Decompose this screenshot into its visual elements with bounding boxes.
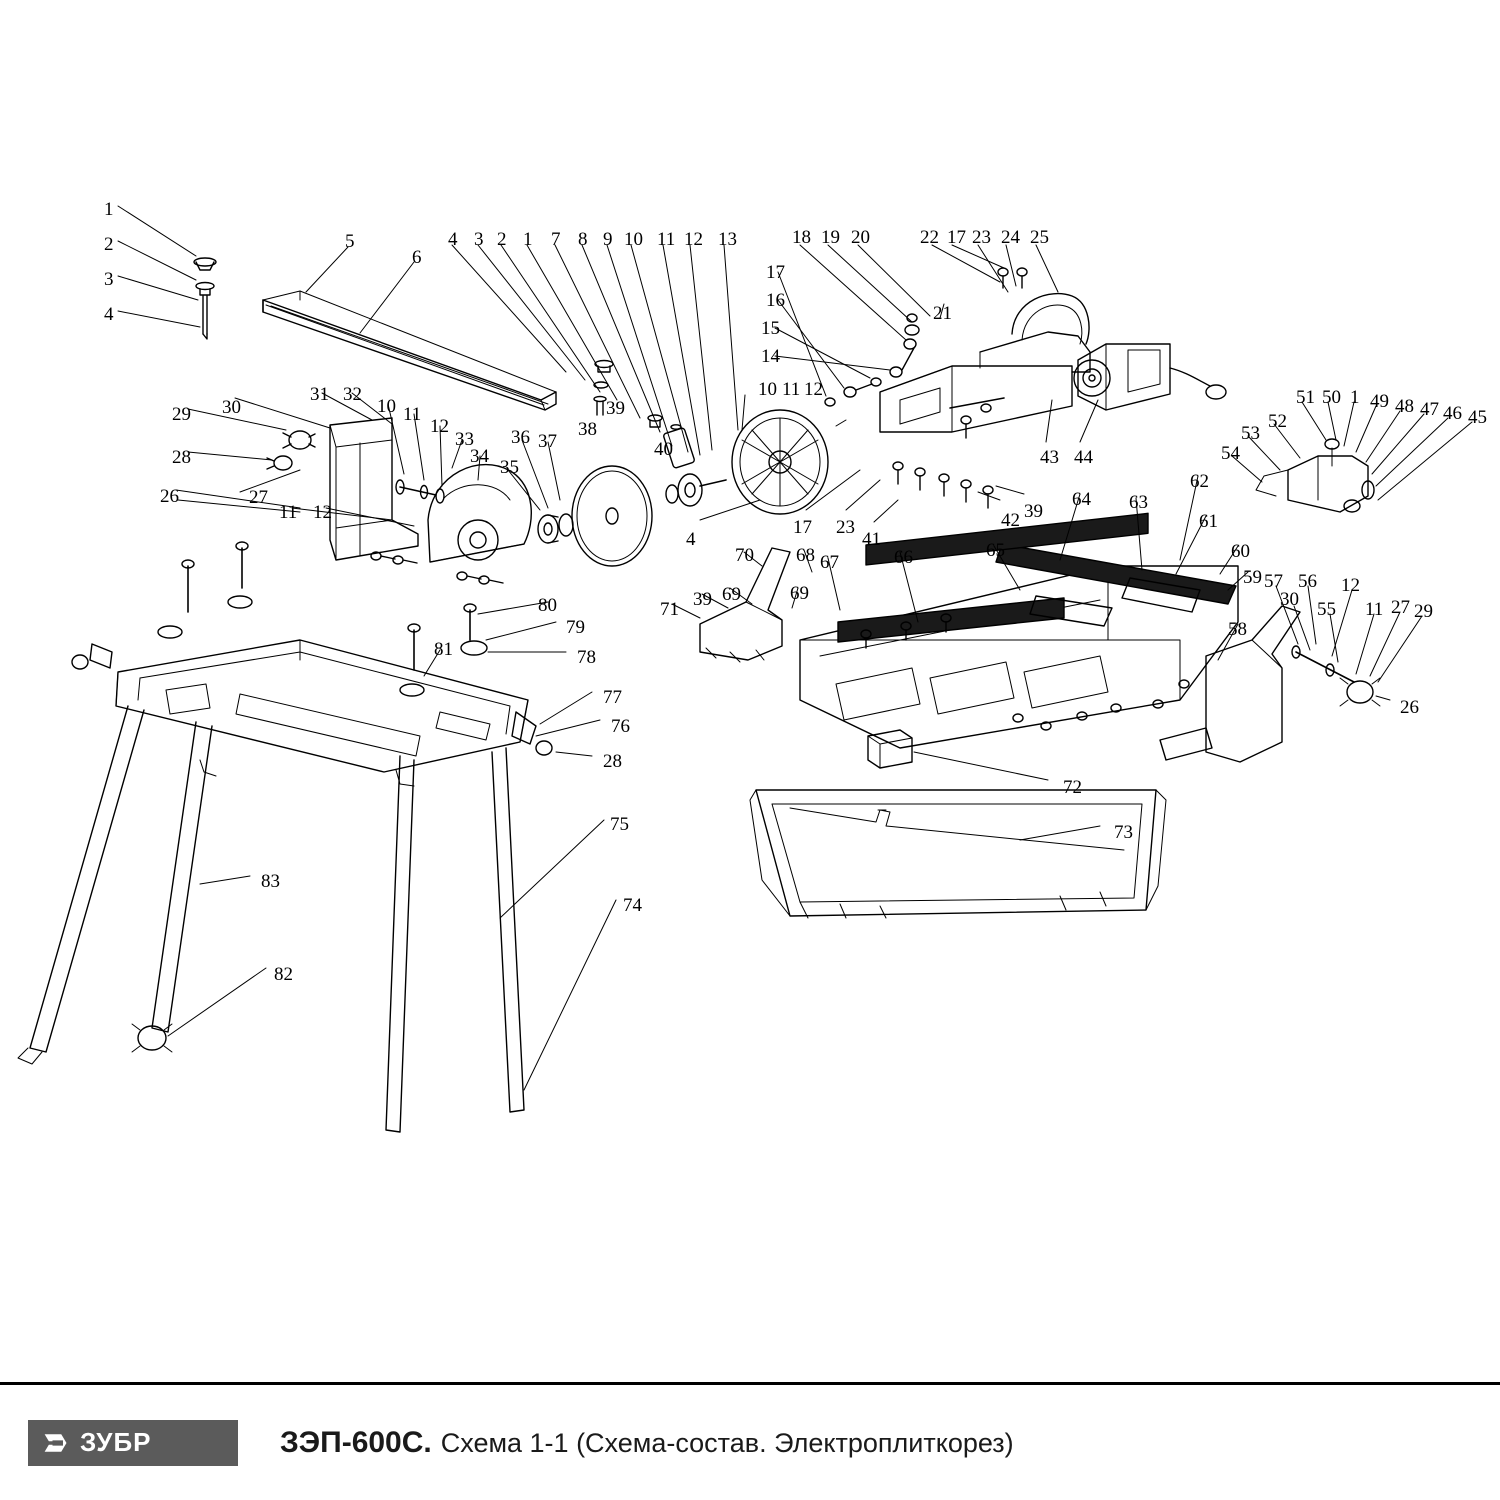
callout-number: 7 bbox=[551, 229, 561, 250]
callout-number: 45 bbox=[1468, 407, 1487, 428]
callout-number: 22 bbox=[920, 227, 939, 248]
callout-number: 11 bbox=[1365, 599, 1384, 620]
callout-number: 69 bbox=[722, 584, 741, 605]
callout-number: 1 bbox=[523, 229, 533, 250]
callout-number: 30 bbox=[222, 397, 241, 418]
callout-number: 27 bbox=[249, 487, 268, 508]
callout-number: 27 bbox=[1391, 597, 1410, 618]
callout-number: 11 bbox=[782, 379, 801, 400]
callout-number: 1 bbox=[104, 199, 114, 220]
callout-number: 25 bbox=[1030, 227, 1049, 248]
callout-number: 78 bbox=[577, 647, 596, 668]
callout-number: 8 bbox=[578, 229, 588, 250]
callout-number: 60 bbox=[1231, 541, 1250, 562]
callout-number: 36 bbox=[511, 427, 530, 448]
callout-number: 3 bbox=[104, 269, 114, 290]
callout-number: 11 bbox=[657, 229, 676, 250]
callout-number: 38 bbox=[578, 419, 597, 440]
brand-name: ЗУБР bbox=[80, 1427, 152, 1457]
part-left-bracket bbox=[330, 418, 418, 560]
callout-number: 41 bbox=[862, 529, 881, 550]
callout-number: 66 bbox=[894, 547, 913, 568]
callout-number: 23 bbox=[836, 517, 855, 538]
part-right-small-bracket bbox=[1256, 439, 1374, 512]
callout-number: 42 bbox=[1001, 510, 1020, 531]
part-pulley-wheel bbox=[732, 410, 828, 514]
callout-number: 10 bbox=[758, 379, 777, 400]
callout-number: 53 bbox=[1241, 423, 1260, 444]
callout-number: 11 bbox=[403, 404, 422, 425]
callout-number: 2 bbox=[497, 229, 507, 250]
callout-number: 21 bbox=[933, 303, 952, 324]
callout-number: 52 bbox=[1268, 411, 1287, 432]
part-shaft-bearing bbox=[666, 474, 726, 506]
callout-number: 12 bbox=[1341, 575, 1360, 596]
callout-number: 17 bbox=[793, 517, 812, 538]
callout-number: 17 bbox=[947, 227, 966, 248]
callout-number: 68 bbox=[796, 545, 815, 566]
callout-number: 31 bbox=[310, 384, 329, 405]
callout-number: 19 bbox=[821, 227, 840, 248]
callout-number: 26 bbox=[160, 486, 179, 507]
callout-number: 17 bbox=[766, 262, 785, 283]
callout-number: 83 bbox=[261, 871, 280, 892]
callout-number: 12 bbox=[684, 229, 703, 250]
callout-number: 12 bbox=[313, 502, 332, 523]
callout-number: 79 bbox=[566, 617, 585, 638]
callout-number: 35 bbox=[500, 457, 519, 478]
callout-number: 29 bbox=[172, 404, 191, 425]
callout-number: 5 bbox=[345, 231, 355, 252]
callout-number: 26 bbox=[1400, 697, 1419, 718]
callout-number: 16 bbox=[766, 290, 785, 311]
callout-number: 47 bbox=[1420, 399, 1439, 420]
callout-number: 51 bbox=[1296, 387, 1315, 408]
part-legs bbox=[18, 706, 524, 1132]
callout-number: 67 bbox=[820, 552, 839, 573]
callout-number: 69 bbox=[790, 583, 809, 604]
callout-number: 65 bbox=[986, 540, 1005, 561]
callout-number: 57 bbox=[1264, 571, 1283, 592]
callout-number: 30 bbox=[1280, 589, 1299, 610]
part-water-tray bbox=[750, 790, 1166, 918]
callout-number: 58 bbox=[1228, 619, 1247, 640]
brand-logo bbox=[28, 1420, 238, 1466]
callout-number: 11 bbox=[279, 502, 298, 523]
callout-number: 4 bbox=[448, 229, 458, 250]
callout-number: 62 bbox=[1190, 471, 1209, 492]
callout-number: 77 bbox=[603, 687, 622, 708]
callout-number: 39 bbox=[606, 398, 625, 419]
callout-number: 70 bbox=[735, 545, 754, 566]
callout-number: 73 bbox=[1114, 822, 1133, 843]
part-frame-hardware bbox=[72, 542, 552, 755]
part-table-frame bbox=[116, 640, 528, 786]
callout-number: 23 bbox=[972, 227, 991, 248]
callout-number: 4 bbox=[104, 304, 114, 325]
callout-number: 3 bbox=[474, 229, 484, 250]
footer bbox=[0, 1385, 1500, 1500]
callout-number: 32 bbox=[343, 384, 362, 405]
part-knob-29-30 bbox=[267, 431, 315, 470]
diagram-caption bbox=[280, 1426, 1014, 1460]
callout-number: 55 bbox=[1317, 599, 1336, 620]
callout-number: 40 bbox=[654, 439, 673, 460]
callout-number: 74 bbox=[623, 895, 642, 916]
callout-number: 82 bbox=[274, 964, 293, 985]
part-flange-nuts bbox=[538, 514, 573, 543]
callout-number: 76 bbox=[611, 716, 630, 737]
callout-number: 48 bbox=[1395, 396, 1414, 417]
callout-number: 71 bbox=[660, 599, 679, 620]
callout-number: 12 bbox=[430, 416, 449, 437]
callout-number: 29 bbox=[1414, 601, 1433, 622]
scheme-name: Схема 1-1 (Схема-состав. Электроплиткорез) bbox=[440, 1427, 1014, 1458]
callout-number: 80 bbox=[538, 595, 557, 616]
part-bolts-under-guard bbox=[371, 552, 503, 584]
callout-number: 20 bbox=[851, 227, 870, 248]
callout-number: 39 bbox=[1024, 501, 1043, 522]
callout-number: 46 bbox=[1443, 403, 1462, 424]
callout-number: 50 bbox=[1322, 387, 1341, 408]
callout-number: 28 bbox=[603, 751, 622, 772]
callout-number: 72 bbox=[1063, 777, 1082, 798]
callout-number: 18 bbox=[792, 227, 811, 248]
callout-number: 34 bbox=[470, 446, 489, 467]
callout-number: 6 bbox=[412, 247, 422, 268]
callout-number: 13 bbox=[718, 229, 737, 250]
part-motor-arm bbox=[880, 294, 1226, 432]
callout-number: 4 bbox=[686, 529, 696, 550]
callout-number: 49 bbox=[1370, 391, 1389, 412]
callout-number: 37 bbox=[538, 431, 557, 452]
callout-number: 44 bbox=[1074, 447, 1093, 468]
callout-number: 10 bbox=[377, 396, 396, 417]
callout-number: 28 bbox=[172, 447, 191, 468]
callout-number: 54 bbox=[1221, 443, 1240, 464]
callout-number: 24 bbox=[1001, 227, 1020, 248]
callout-number: 1 bbox=[1350, 387, 1360, 408]
part-saw-blade bbox=[572, 466, 652, 566]
callout-number: 59 bbox=[1243, 567, 1262, 588]
callout-number: 43 bbox=[1040, 447, 1059, 468]
callout-number: 15 bbox=[761, 318, 780, 339]
model-name: ЗЭП-600С. bbox=[280, 1425, 432, 1459]
callout-number: 64 bbox=[1072, 489, 1091, 510]
zubr-arrow-icon bbox=[42, 1429, 70, 1457]
callout-number: 56 bbox=[1298, 571, 1317, 592]
part-right-support-bracket bbox=[1160, 606, 1380, 762]
callout-number: 12 bbox=[804, 379, 823, 400]
callout-number: 9 bbox=[603, 229, 613, 250]
callout-number: 14 bbox=[761, 346, 780, 367]
callout-number: 61 bbox=[1199, 511, 1218, 532]
part-guide-rail bbox=[263, 291, 556, 410]
callout-number: 2 bbox=[104, 234, 114, 255]
part-small-hardware-diagonal bbox=[825, 314, 919, 406]
callout-number: 10 bbox=[624, 229, 643, 250]
callout-number: 81 bbox=[434, 639, 453, 660]
callout-number: 75 bbox=[610, 814, 629, 835]
callout-number: 63 bbox=[1129, 492, 1148, 513]
callout-number: 39 bbox=[693, 589, 712, 610]
part-fastener-row-under-arm bbox=[893, 398, 1004, 508]
callout-number: 33 bbox=[455, 429, 474, 450]
